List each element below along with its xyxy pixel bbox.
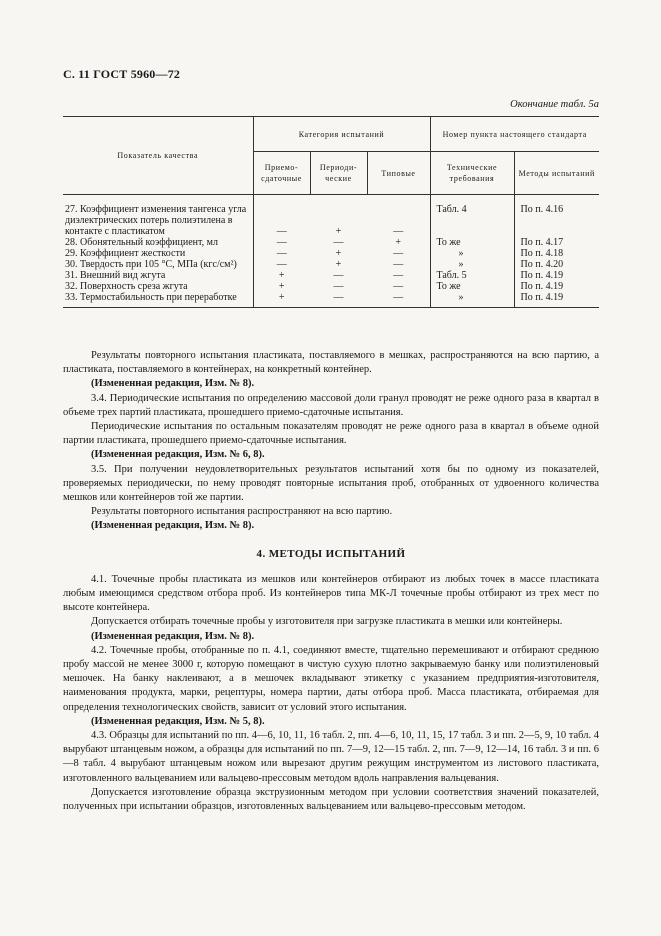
row-periodic: — [310,292,367,308]
table-row [63,270,599,281]
paragraph: Результаты повторного испытания пластиката, поставляемого в мешках, распространяются на всю партию, а пластиката, поставляемого в контейнерах, на конкретный контейнер. [63,350,599,376]
row-periodic: + [335,248,342,259]
row-periodic: + [335,259,342,270]
row-acceptance: + [253,281,310,292]
edition-note: (Измененная редакция, Изм. № 8). [91,630,255,642]
edition-note: (Измененная редакция, Изм. № 6, 8). [91,449,265,461]
col-indicator: Показатель качества [63,117,253,195]
row-periodic: + [335,226,342,237]
table-caption: Окончание табл. 5а [510,99,599,110]
row-method: По п. 4.19 [514,281,599,292]
row-indicator: 27. Коэффициент изменения тангенса угла диэлектрических потерь полиэтилена в контакте с пластикатом [65,204,247,237]
row-type: + [395,237,402,248]
row-indicator: 33. Термостабильность при переработке [63,292,253,308]
row-indicator: 29. Коэффициент жесткости [65,248,186,259]
table-row [63,248,599,259]
paragraph: 3.4. Периодические испытания по определению массовой доли гранул проводят не реже одного раза в квартал в объеме трех партий пластиката, прошедшего приемо-сдаточные испытания. [63,392,599,418]
body-text [63,349,599,814]
paragraph: 4.3. Образцы для испытаний по пп. 4—6, 10, 11, 16 табл. 2, пп. 4—6, 10, 11, 15, 17 табл. 3 и пп. 2—5, 9, 10 табл. 4 вырубают штанцевым ножом, а образцы для испытаний по пп. 7—9, 12—15 табл. 2, пп. 7—9, 12—14, 16 табл. 3 и пп. 6—8 табл. 4 вырубают штанцевым ножом или вырезают другим режущим инструментом из листового пластиката, изготовленного вальцеванием или вальцево-прессовым методом вдоль направления вальцевания. [63,730,599,784]
row-tech: То же [430,237,514,248]
edition-note: (Измененная редакция, Изм. № 8). [91,520,255,532]
table-row [63,204,599,237]
row-periodic: — [333,237,344,248]
row-method: По п. 4.19 [514,292,599,308]
sub-tech: Технические требования [430,152,514,195]
row-acceptance: — [253,248,310,259]
paragraph: 4.1. Точечные пробы пластиката из мешков или контейнеров отбирают из любых точек в массе пластиката любым имеющимся средством отбора проб. Из контейнеров типа МК-Л точечные пробы отбирают из трех мест по высоте контейнера. [63,573,599,614]
page-header: С. 11 ГОСТ 5960—72 [63,67,181,81]
row-method: По п. 4.17 [514,237,599,248]
paragraph: Допускается изготовление образца экструзионным методом при условии соответствия значений показателей, полученных при испытании образцов, изготовленных вальцеванием или вальцево-прессовым методом. [63,786,599,813]
section-title: 4. МЕТОДЫ ИСПЫТАНИЙ [256,547,406,560]
sub-acceptance: Приемо-сдаточные [253,152,310,195]
col-category: Категория испытаний [253,117,430,152]
row-periodic: — [333,270,344,281]
table-row [63,259,599,270]
quality-table [63,116,599,308]
row-acceptance: + [253,292,310,308]
paragraph: Результаты повторного испытания распространяют на всю партию. [91,506,393,518]
row-tech: Табл. 4 [430,204,514,237]
row-acceptance: + [253,270,310,281]
paragraph: Периодические испытания по остальным показателям проводят не реже одного раза в квартал в объеме одной партии пластиката, прошедшего приемо-сдаточные испытания. [63,421,599,447]
paragraph: Допускается отбирать точечные пробы у изготовителя при загрузке пластиката в мешки или контейнеры. [91,616,563,628]
table-row [63,281,599,292]
row-acceptance: — [253,204,310,237]
row-type: — [393,281,404,292]
table-row [63,237,599,248]
row-method: По п. 4.19 [514,270,599,281]
row-indicator: 30. Твердость при 105 °С, МПа (кгс/см²) [65,259,237,270]
edition-note: (Измененная редакция, Изм. № 5, 8). [91,715,265,727]
row-tech: » [430,292,514,308]
row-type: — [393,248,404,259]
row-type: — [393,226,404,237]
row-acceptance: — [253,259,310,270]
row-tech: » [430,248,514,259]
paragraph: 3.5. При получении неудовлетворительных результатов испытаний хотя бы по одному из показателей, проверяемых периодически, по нему проводят повторные испытания проб, отобранных от удвоенного количества мешков или контейнеров той же партии. [63,463,599,504]
sub-methods: Методы испытаний [514,152,599,195]
row-type: — [367,292,430,308]
row-tech: » [430,259,514,270]
row-method: По п. 4.18 [514,248,599,259]
col-number: Номер пункта настоящего стандарта [430,117,599,152]
row-tech: Табл. 5 [430,270,514,281]
row-acceptance: — [253,237,310,248]
row-method: По п. 4.20 [514,259,599,270]
sub-periodic: Периоди-ческие [310,152,367,195]
table-row [63,292,599,308]
row-type: — [393,270,404,281]
row-tech: То же [430,281,514,292]
edition-note: (Измененная редакция, Изм. № 8). [91,378,255,390]
row-periodic: — [333,281,344,292]
paragraph: 4.2. Точечные пробы, отобранные по п. 4.1, соединяют вместе, тщательно перемешивают и отбирают среднюю пробу массой не менее 3000 г, которую помещают в чистую сухую плотно закрываемую банку или полиэтиленовый мешочек. На банку наклеивают, а в мешочек вкладывают этикетку с указанием предприятия-изготовителя, наименования продукта, марки, рецептуры, номера партии, даты отбора проб. Масса пластиката, отбираемая для определения технологических свойств, зависит от условий этого испытания. [63,644,599,713]
row-indicator: 28. Обонятельный коэффициент, мл [65,237,218,248]
sub-type: Типовые [367,152,430,195]
row-indicator: 31. Внешний вид жгута [65,270,166,281]
row-method: По п. 4.16 [514,204,599,237]
row-indicator: 32. Поверхность среза жгута [65,281,188,292]
row-type: — [393,259,404,270]
